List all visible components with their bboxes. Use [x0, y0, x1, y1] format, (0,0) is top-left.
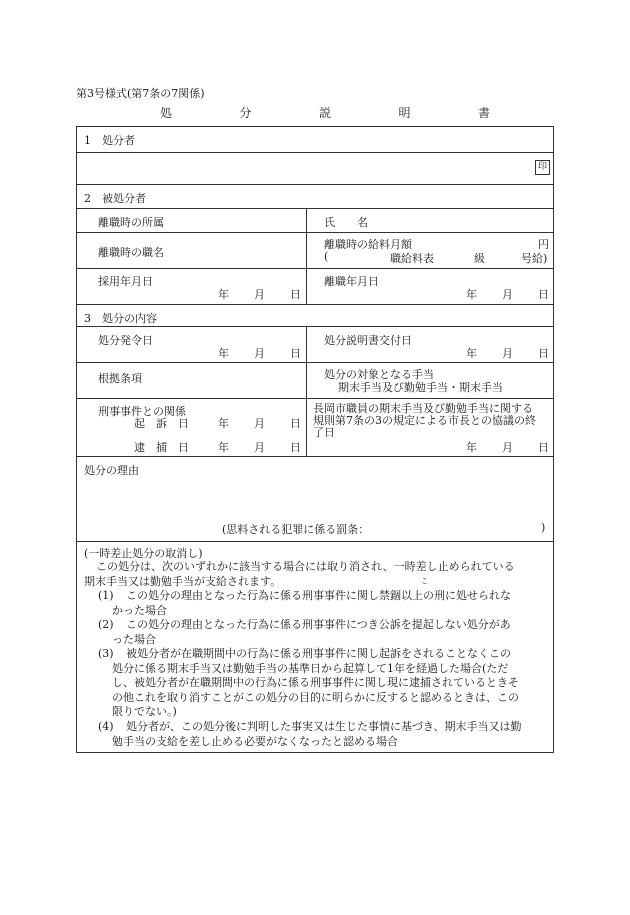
- section-3-heading: 3 処分の内容: [84, 312, 157, 325]
- date-day: 日: [538, 441, 549, 454]
- note-item-line: 勉手当の支給を差し止める必要がなくなったと認める場合: [112, 734, 398, 748]
- divider: [76, 326, 554, 327]
- note-item-line: 処分者が、この処分後に判明した事実又は生じた事情に基づき、期末手当又は勤: [126, 720, 522, 733]
- delivery-date-label: 処分説明書交付日: [324, 334, 412, 347]
- note-item-line: この処分の理由となった行為に係る刑事事件につき公訴を提起しない処分があ: [126, 618, 511, 631]
- target-allowance-label: 処分の対象となる手当: [324, 368, 434, 381]
- penalty-label: (思料される犯罪に係る罰条：: [222, 523, 370, 536]
- leave-date-label: 離職年月日: [324, 275, 379, 288]
- name-label: 氏 名: [324, 216, 368, 229]
- note-item-line: かった場合: [112, 603, 167, 617]
- note-item-line: った場合: [112, 632, 156, 646]
- agreement-line: 規則第7条の3の規定による市長との協議の終: [313, 414, 536, 427]
- column-divider: [306, 326, 307, 456]
- divider: [76, 456, 554, 457]
- note-intro-line: 期末手当又は勤勉手当が支給されます。: [84, 574, 282, 588]
- note-item: [98, 589, 548, 618]
- note-item-number: (4): [98, 720, 114, 733]
- note-item-line: この処分の理由となった行為に係る刑事事件に関し禁錮以上の刑に処せられな: [126, 589, 511, 602]
- position-label: 離職時の職名: [98, 246, 164, 259]
- seal-mark: 印: [535, 160, 550, 175]
- date-day: 日: [538, 288, 549, 301]
- date-year: 年: [218, 347, 229, 360]
- title-char: 明: [398, 106, 411, 120]
- yen-unit: 円: [538, 238, 549, 251]
- penalty-close: ): [541, 521, 546, 534]
- date-month: 月: [502, 288, 513, 301]
- note-heading: (一時差止処分の取消し): [84, 547, 203, 560]
- criminal-relation-label: 刑事事件との関係: [98, 405, 186, 418]
- section-1-heading: 1 処分者: [84, 134, 135, 147]
- document-title: [160, 104, 490, 121]
- date-month: 月: [254, 417, 265, 430]
- agreement-line: 了日: [313, 426, 335, 439]
- date-day: 日: [290, 347, 301, 360]
- arrest-label: 逮 捕 日: [134, 441, 189, 454]
- section-2-heading: 2 被処分者: [84, 192, 146, 205]
- target-allowance-value: 期末手当及び勤勉手当・期末手当: [338, 381, 503, 394]
- date-month: 月: [254, 441, 265, 454]
- divider: [76, 541, 554, 542]
- form-number: 第3号様式(第7条の7関係): [76, 87, 205, 100]
- note-item-line: の他これを取り消すことがこの処分の目的に明らかに反すると認めるときは、この: [112, 690, 519, 704]
- column-divider: [306, 208, 307, 304]
- note-item-line: し、被処分者が在職期間中の行為に係る刑事事件に関し現に逮捕されているときそ: [112, 676, 519, 689]
- note-item-number: (3): [98, 647, 114, 660]
- date-year: 年: [218, 417, 229, 430]
- basis-label: 根拠条項: [98, 372, 142, 385]
- note-item: [98, 618, 548, 647]
- divider: [76, 232, 554, 233]
- hire-date-label: 採用年月日: [98, 275, 153, 288]
- note-item: [98, 720, 548, 749]
- note-item-number: (1): [98, 589, 114, 602]
- agreement-label: [313, 403, 536, 439]
- title-char: 処: [160, 106, 173, 120]
- date-year: 年: [466, 347, 477, 360]
- title-char: 分: [239, 106, 252, 120]
- title-char: 書: [477, 106, 490, 120]
- divider: [76, 398, 554, 399]
- date-month: 月: [254, 347, 265, 360]
- date-day: 日: [290, 441, 301, 454]
- salary-table-label: 職給料表: [390, 252, 434, 265]
- divider: [76, 208, 554, 209]
- salary-label: 離職時の給料月額: [324, 238, 412, 251]
- note-intro: [84, 560, 548, 589]
- divider: [76, 304, 554, 305]
- date-day: 日: [290, 417, 301, 430]
- date-year: 年: [466, 441, 477, 454]
- note-item-line: 被処分者が在職期間中の行為に係る刑事事件に関し起訴をされることなくこの: [126, 647, 511, 660]
- date-year: 年: [218, 288, 229, 301]
- divider: [76, 362, 554, 363]
- grade-unit: 級: [474, 252, 485, 265]
- indictment-label: 起 訴 日: [134, 417, 189, 430]
- date-day: 日: [538, 347, 549, 360]
- issue-date-label: 処分発令日: [98, 334, 153, 347]
- ruby-text: こ: [421, 577, 428, 585]
- reason-label: 処分の理由: [84, 464, 139, 477]
- note-item-line: 処分に係る期末手当又は勤勉手当の基準日から起算して1年を経過した場合(ただ: [112, 661, 509, 675]
- note-item: [98, 647, 548, 720]
- date-month: 月: [502, 347, 513, 360]
- agreement-line: 長岡市職員の期末手当及び勤勉手当に関する: [313, 402, 533, 415]
- date-month: 月: [254, 288, 265, 301]
- note-item-number: (2): [98, 618, 114, 631]
- paren-open: (: [324, 250, 329, 263]
- title-char: 説: [318, 106, 331, 120]
- note-intro-line: この処分は、次のいずれかに該当する場合には取り消され、一時差し止められている: [96, 560, 515, 573]
- dept-label: 離職時の所属: [98, 216, 164, 229]
- divider: [76, 152, 554, 153]
- form-table: [76, 126, 554, 753]
- date-day: 日: [290, 288, 301, 301]
- note-item-line: 限りでない。): [112, 705, 177, 718]
- date-year: 年: [466, 288, 477, 301]
- date-month: 月: [502, 441, 513, 454]
- divider: [76, 268, 554, 269]
- step-unit: 号給): [521, 252, 548, 265]
- divider: [76, 184, 554, 185]
- date-year: 年: [218, 441, 229, 454]
